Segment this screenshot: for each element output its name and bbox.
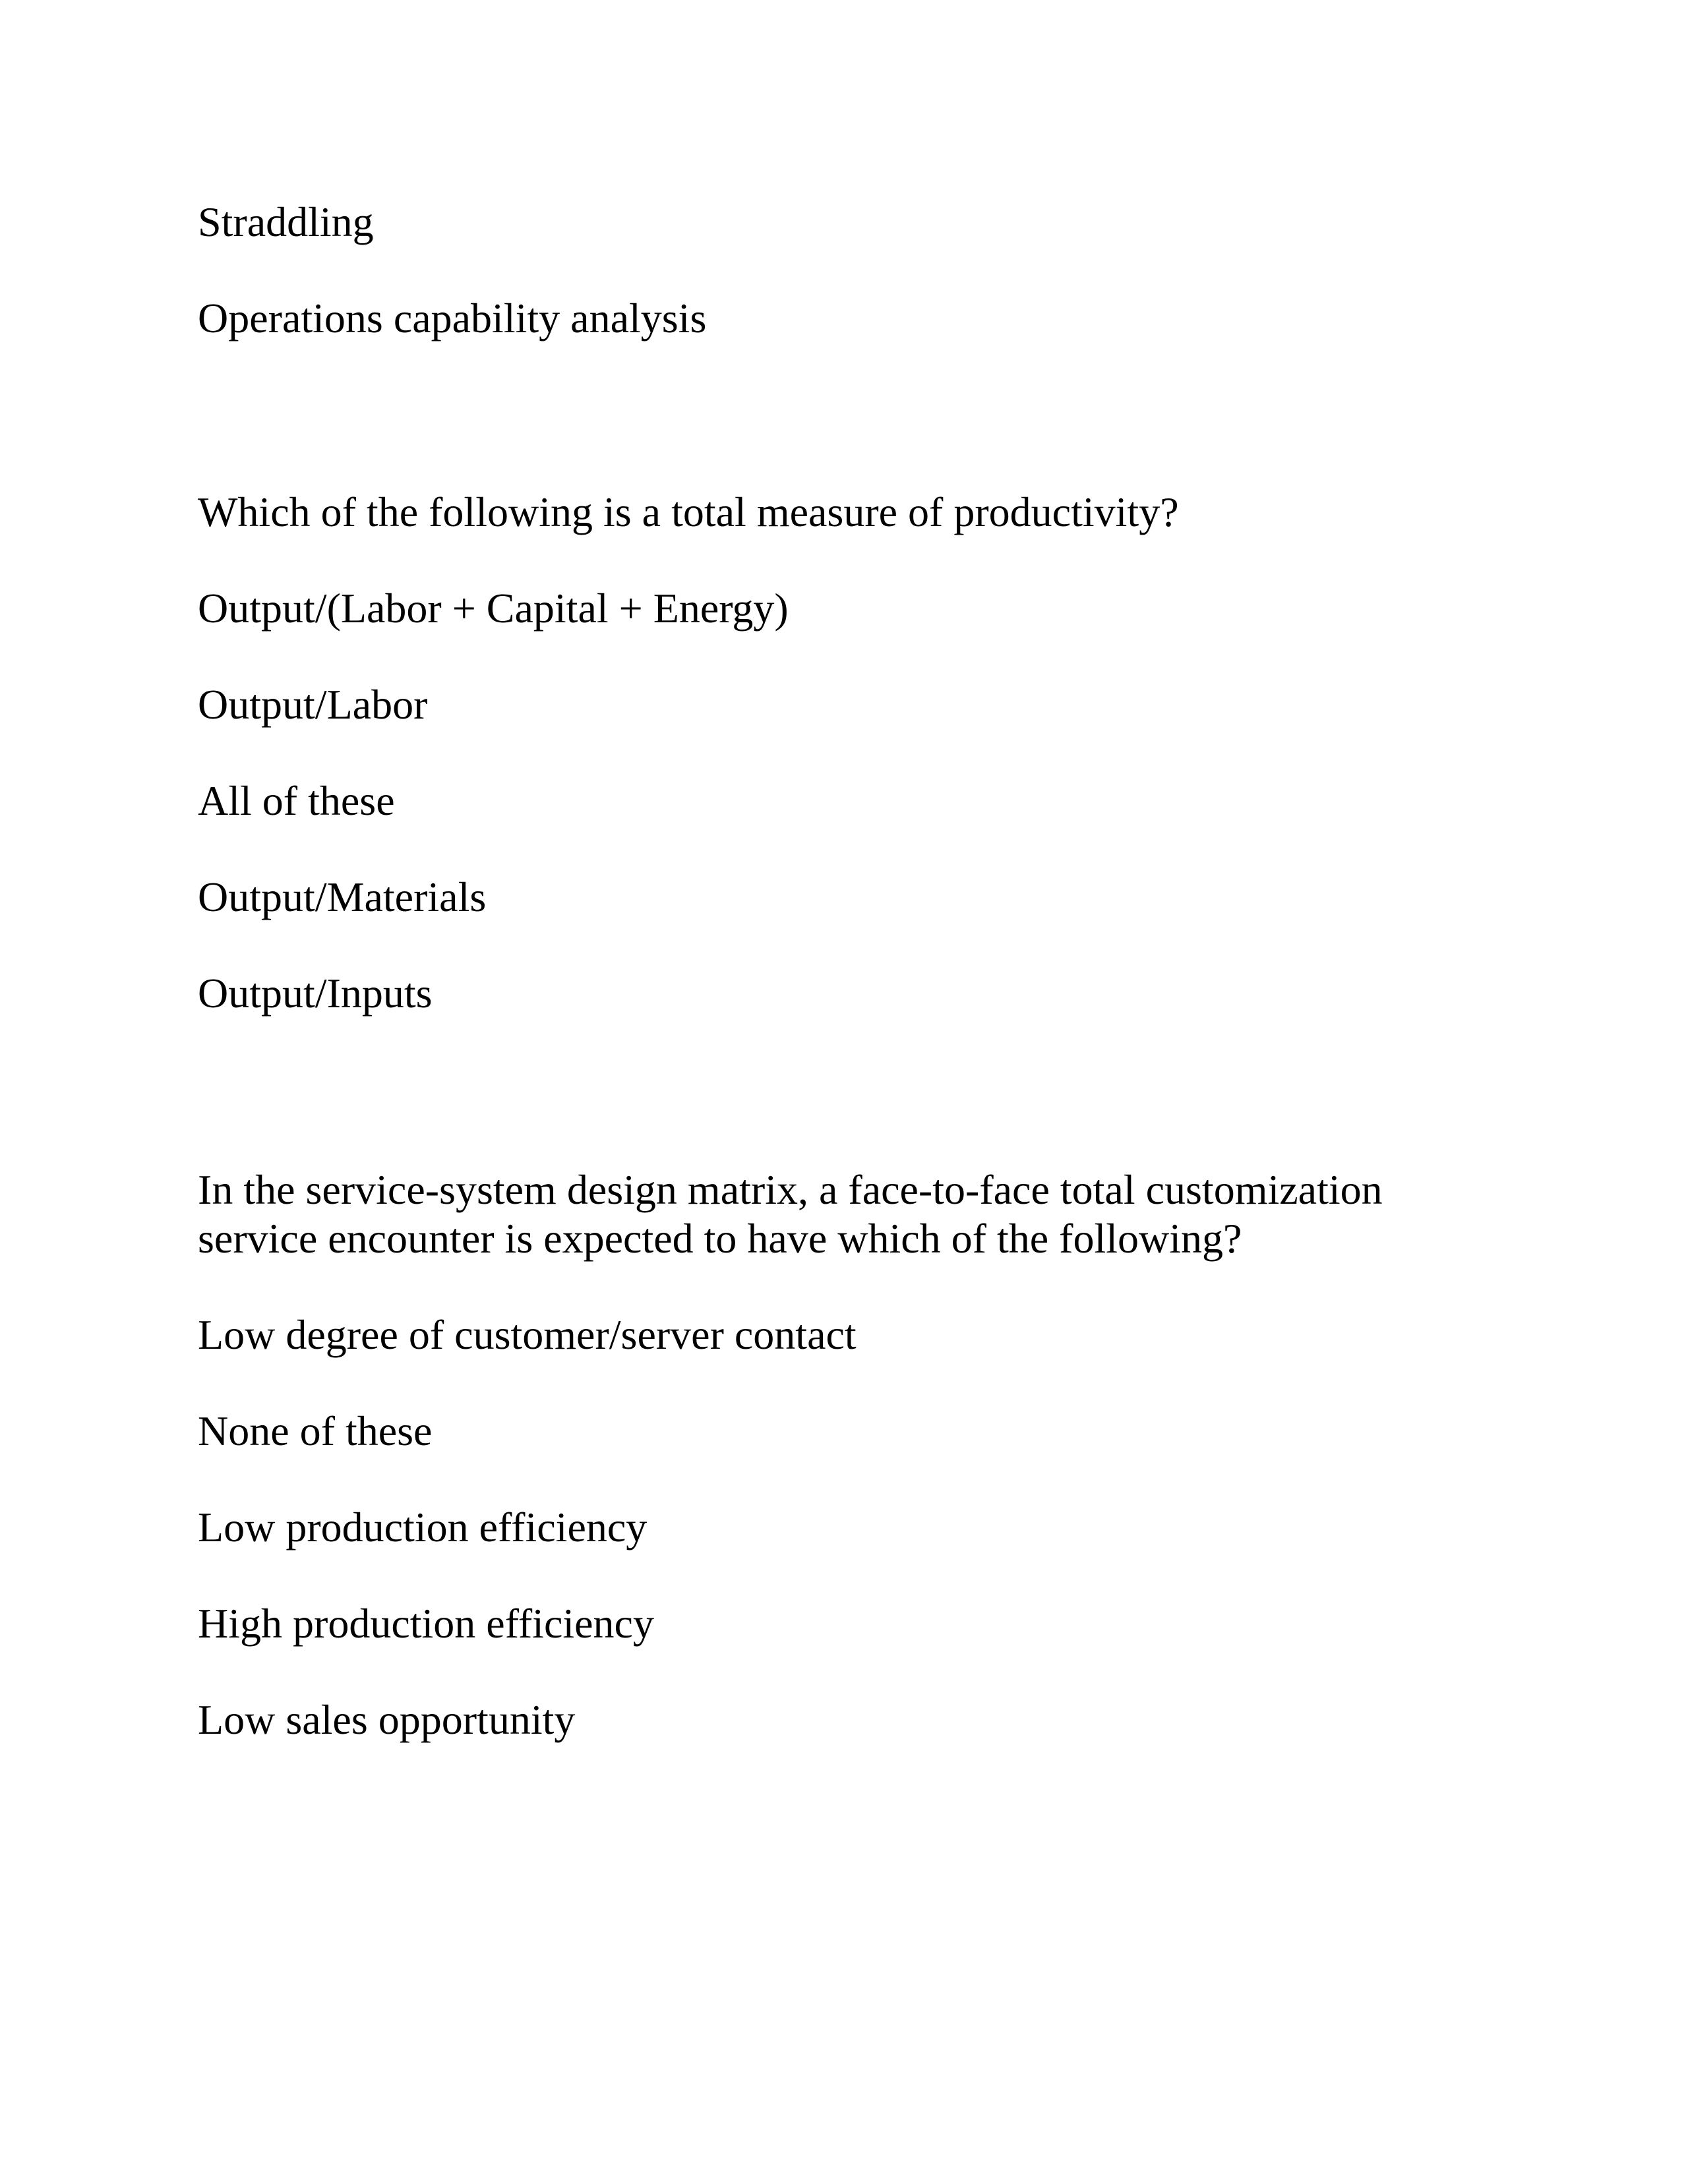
option-output-labor: Output/Labor: [198, 681, 428, 728]
question-service-matrix-prompt-line-2: service encounter is expected to have which of the following?: [198, 1215, 1242, 1262]
option-straddling: Straddling: [198, 198, 374, 245]
option-operations-capability-analysis: Operations capability analysis: [198, 295, 707, 341]
option-output-inputs: Output/Inputs: [198, 970, 433, 1017]
option-low-degree-contact: Low degree of customer/server contact: [198, 1311, 857, 1358]
question-service-matrix-prompt-line-1: In the service-system design matrix, a face-to-face total customization: [198, 1166, 1383, 1213]
question-productivity-prompt: Which of the following is a total measure of productivity?: [198, 488, 1179, 535]
option-output-labor-capital-energy: Output/(Labor + Capital + Energy): [198, 585, 789, 632]
option-output-materials: Output/Materials: [198, 873, 487, 920]
option-high-production-efficiency: High production efficiency: [198, 1600, 654, 1647]
option-low-production-efficiency: Low production efficiency: [198, 1504, 648, 1550]
option-low-sales-opportunity: Low sales opportunity: [198, 1696, 576, 1743]
option-none-of-these: None of these: [198, 1407, 433, 1454]
option-all-of-these: All of these: [198, 777, 395, 824]
